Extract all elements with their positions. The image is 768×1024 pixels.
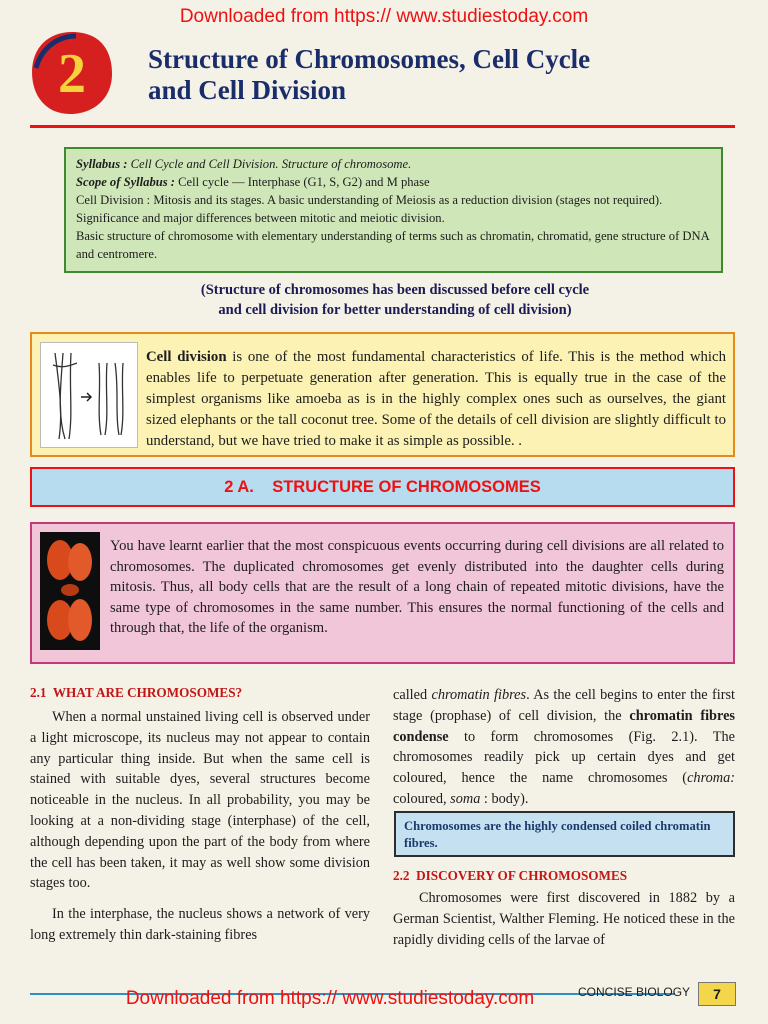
text-run: coloured,: [393, 790, 451, 807]
scope-text: Cell cycle — Interphase (G1, S, G2) and M phase: [178, 175, 430, 189]
scope-label: Scope of Syllabus :: [76, 175, 175, 189]
title-divider: [30, 125, 735, 128]
intro-text: is one of the most fundamental characteristics of life. This is the method which enables life to perpetuate generation after generation. This is equally true in the case of the simplest organisms like amoeba as is in the highly complex ones such as ourselves, the giant sized elephants or the tall coconut tree. Some of the details of cell division are slightly difficult to understand, but we have tried to make it as simple as possible. .: [146, 349, 726, 449]
chapter-number-badge: [30, 28, 114, 116]
chapter-title-line2: and Cell Division: [148, 75, 347, 105]
syllabus-text: Cell Cycle and Cell Division. Structure of chromosome.: [130, 157, 412, 171]
heading-2-2: 2.2 DISCOVERY OF CHROMOSOMES: [393, 868, 628, 883]
text-run: . As the cell begins to enter the first stage (prophase) of cell division, the: [393, 687, 735, 724]
intro-term: Cell division: [146, 349, 227, 365]
text-run: to form chromosomes (Fig. 2.1). The chromosomes readily pick up certain dyes and get coloured, hence the name chromosomes (: [393, 728, 735, 787]
text-italic-soma: soma: [450, 790, 481, 807]
chapter-title-line1: Structure of Chromosomes, Cell Cycle: [148, 44, 591, 74]
text-italic-chromatin-fibres: chromatin fibres: [431, 687, 527, 703]
text-bold-chromatin-condense: chromatin fibres condense: [393, 707, 735, 745]
definition-box: Chromosomes are the highly condensed coiled chromatin fibres.: [394, 811, 735, 857]
chromosome-duplication-icon: [40, 342, 138, 448]
left-column: [30, 707, 370, 956]
syllabus-basic-structure: Basic structure of chromosome with elementary understanding of terms such as chromatin, chromatid, gene structure of DNA and centromere.: [76, 229, 710, 261]
chapter-number: 2: [58, 43, 86, 105]
watermark-top: Downloaded from https:// www.studiestoday.com: [179, 6, 589, 27]
right-column-text: [393, 685, 735, 810]
text-run: called: [393, 687, 432, 703]
structure-note: [90, 280, 700, 320]
chapter-title: [148, 44, 728, 106]
para-2-1-a: When a normal unstained living cell is observed under a light microscope, its nucleus may not appear to contain any particular thing inside. But when the same cell is stained with suitable dyes, several structures become noticeable in the nucleus. In all probability, you may be looking at a non-dividing stage (interphase) of the cell, although depending upon the part of the body from where the cell has been taken, it may as well show some division stages too.: [30, 709, 370, 892]
chromosome-intro-text: You have learnt earlier that the most conspicuous events occurring during cell divisions are all related to chromosomes. The duplicated chromosomes get evenly distributed into the daughter cells during mitosis. Thus, all body cells that are the result of a long chain of repeated mitotic divisions, have the same type of chromosomes in the same number. This ensures the normal functioning of the cells and through that, the life of the organism.: [110, 538, 724, 637]
syllabus-box: [64, 147, 723, 273]
note-line2: and cell division for better understanding of cell division): [218, 302, 572, 318]
chromosome-photo: [40, 532, 100, 650]
text-run: : body).: [480, 790, 529, 807]
page-number: 7: [698, 982, 736, 1006]
syllabus-label: Syllabus :: [76, 157, 128, 171]
para-2-1-b: In the interphase, the nucleus shows a network of very long extremely thin dark-staining fibres: [30, 906, 370, 943]
heading-2-1: 2.1 WHAT ARE CHROMOSOMES?: [30, 685, 243, 700]
watermark-bottom: Downloaded from https:// www.studiestoday.com: [125, 988, 535, 1009]
footer-book-title: CONCISE BIOLOGY: [578, 985, 691, 999]
para-2-2: Chromosomes were first discovered in 1882 by a German Scientist, Walther Fleming. He noticed these in the rapidly dividing cells of the larvae of: [393, 890, 735, 948]
note-line1: (Structure of chromosomes has been discussed before cell cycle: [200, 282, 590, 298]
syllabus-cell-division: Cell Division : Mitosis and its stages. A basic understanding of Meiosis as a reduction division (stages not required). Significance and major differences between mitotic and meiotic division.: [76, 193, 663, 225]
text-italic-chroma: chroma:: [687, 770, 735, 787]
intro-paragraph: [146, 347, 726, 452]
section-title: 2 A. STRUCTURE OF CHROMOSOMES: [224, 478, 541, 496]
